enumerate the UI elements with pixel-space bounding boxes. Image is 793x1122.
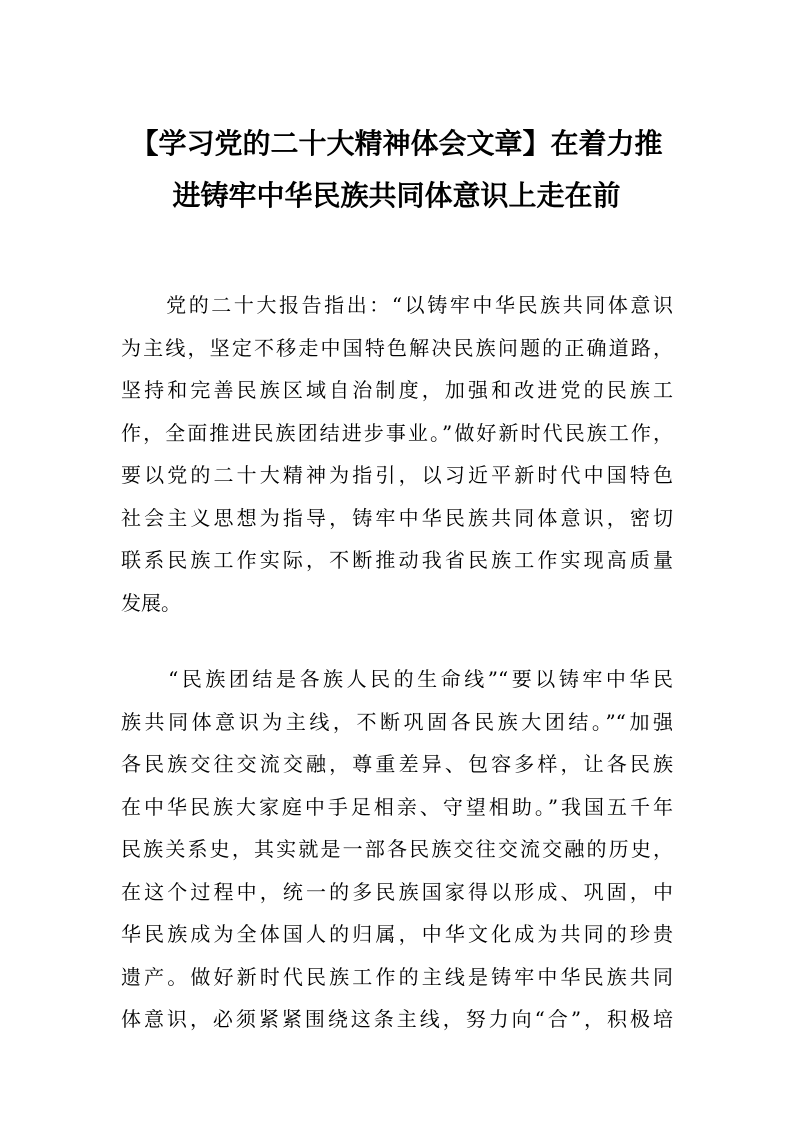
paragraph-line: 党的二十大报告指出：“以铸牢中华民族共同体意识	[121, 293, 673, 317]
paragraph-line: 各民族交往交流交融，尊重差异、包容多样，让各民族	[121, 752, 673, 776]
paragraph-line: 遗产。做好新时代民族工作的主线是铸牢中华民族共同	[121, 964, 673, 989]
document-title	[100, 118, 693, 222]
body-paragraph	[121, 658, 673, 1041]
paragraph-line: 族共同体意识为主线，不断巩固各民族大团结。”“加强	[121, 709, 673, 734]
paragraph-line: 发展。	[121, 590, 181, 615]
paragraph-line: 社会主义思想为指导，铸牢中华民族共同体意识，密切	[121, 505, 673, 530]
title-line: 进铸牢中华民族共同体意识上走在前	[172, 179, 621, 212]
body-paragraph	[121, 284, 673, 624]
paragraph-line: 在这个过程中，统一的多民族国家得以形成、巩固，中	[121, 879, 673, 904]
paragraph-line: 在中华民族大家庭中手足相亲、守望相助。”我国五千年	[121, 794, 673, 819]
paragraph-line: 为主线，坚定不移走中国特色解决民族问题的正确道路，	[121, 335, 673, 360]
paragraph-line: 坚持和完善民族区域自治制度，加强和改进党的民族工	[121, 378, 673, 402]
paragraph-line: 联系民族工作实际，不断推动我省民族工作实现高质量	[121, 548, 673, 572]
paragraph-line: 体意识，必须紧紧围绕这条主线，努力向“合”，积极培	[121, 1007, 673, 1031]
paragraph-line: 要以党的二十大精神为指引，以习近平新时代中国特色	[121, 463, 673, 487]
paragraph-line: “民族团结是各族人民的生命线”“要以铸牢中华民	[121, 667, 673, 691]
paragraph-line: 民族关系史，其实就是一部各民族交往交流交融的历史，	[121, 837, 673, 861]
title-line: 【学习党的二十大精神体会文章】在着力推	[130, 127, 663, 160]
paragraph-line: 作，全面推进民族团结进步事业。”做好新时代民族工作，	[121, 420, 673, 445]
paragraph-line: 华民族成为全体国人的归属，中华文化成为共同的珍贵	[121, 922, 673, 946]
